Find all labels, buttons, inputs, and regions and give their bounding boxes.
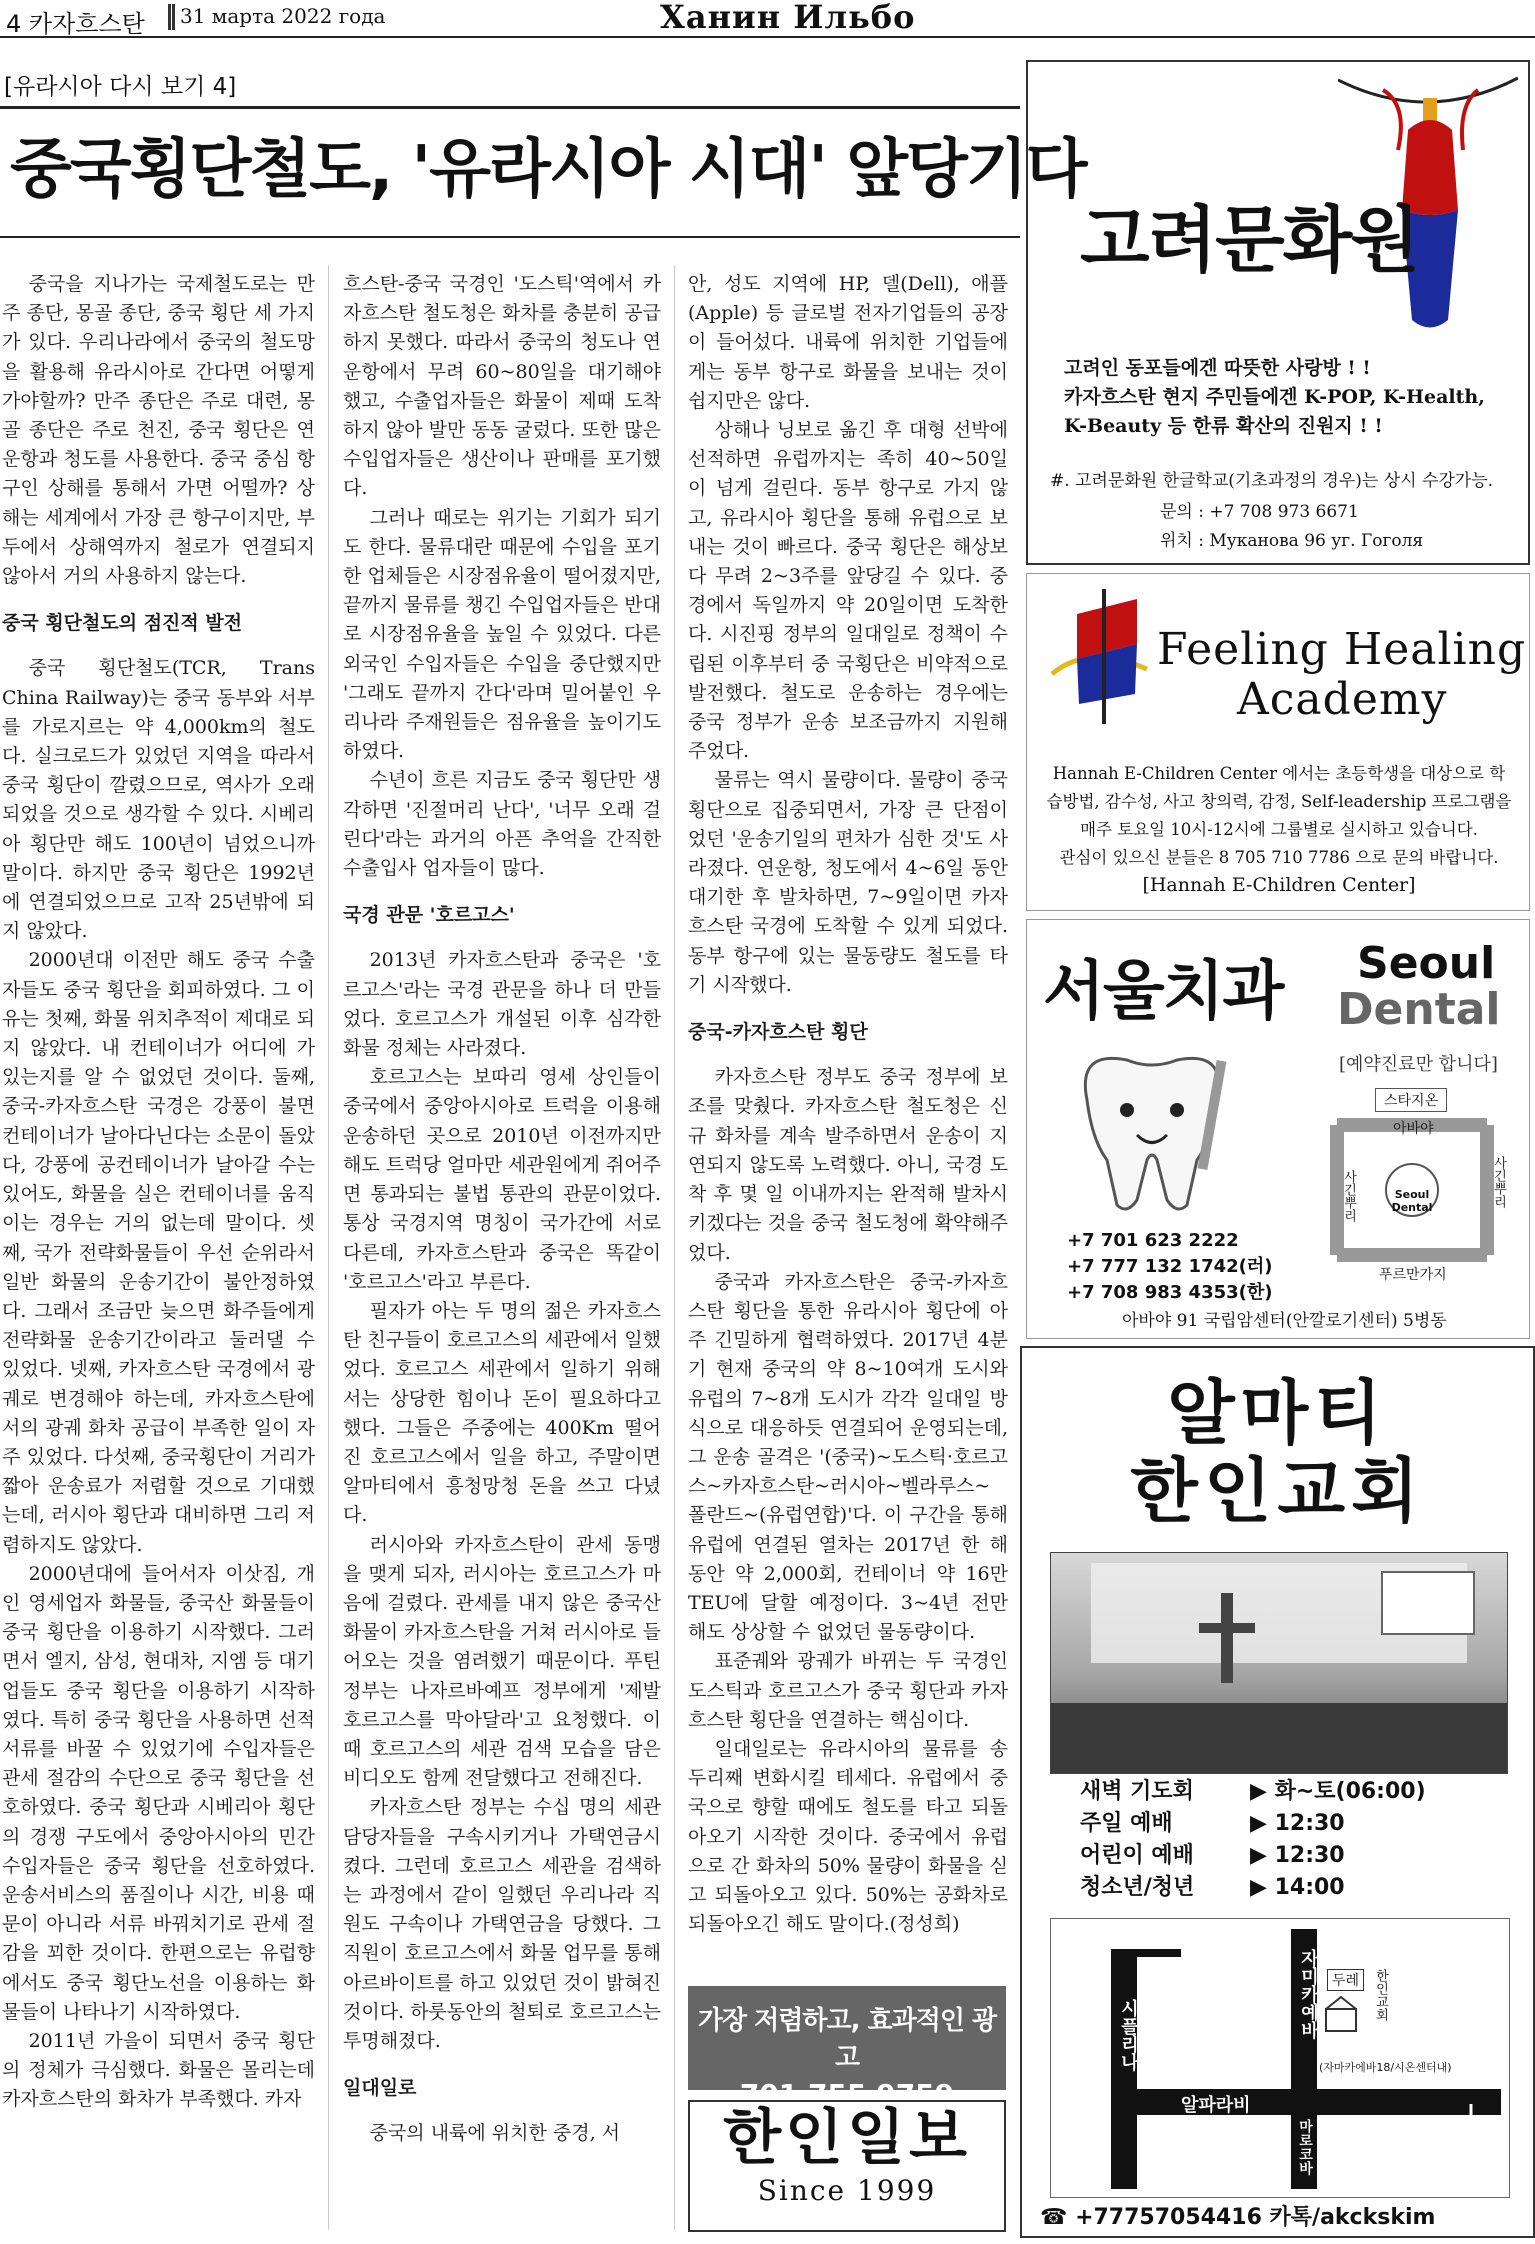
column-divider [328,265,329,2230]
map-label-top: 스타지온 [1375,1088,1447,1112]
subheading: 중국 횡단철도의 점진적 발전 [2,612,243,635]
newspaper-logo-ad [688,2100,1006,2232]
paragraph: 물류는 역시 물량이다. 물량이 중국횡단으로 집중되면서, 가장 큰 단점이었던 '운송기일의 편차가 심한 것'도 사라졌다. 연운항, 청도에서 4~6일 동안 대기한 후 발차하면, 7~9일이면 카자흐스탄 국경에 도착할 수 있게 되었다. 동부 항구에 있는 물동량도 철도를 타기 시작했다. [688,769,1008,996]
page-number-section [6,4,145,39]
paragraph: 2000년대 이전만 해도 중국 수출자들도 중국 횡단을 회피하였다. 그 이유는 첫째, 화물 위치추적이 제대로 되지 않았다. 내 컨테이너가 어디에 가 있는지를 알 수 없었던 것이다. 둘째, 중국-카자흐스탄 국경은 강풍이 불면 컨테이너가 날아다닌다는 소문이 돌았다, 강풍에 공컨테이너가 날아갈 수는 있어도, 화물을 실은 컨테이너를 움직이는 경우는 거의 없는데 말이다. 셋째, 국가 전략화물들이 우선 순위라서 일반 화물의 운송기간이 불안정하였다. 그래서 조금만 늦으면 화주들에게 전략화물 운송기간이라고 둘러댈 수 있었다. 넷째, 카자흐스탄 국경에서 광궤로 변경해야 하는데, 카자흐스탄에서의 광궤 화차 공급이 부족한 일이 자주 있었다. 다섯째, 중국횡단이 거리가 짧아 운송료가 저렴할 것으로 기대했는데, 러시아 횡단과 대비하면 그리 저렴하지도 않았다. [2,949,315,1556]
map-street-bottom-2: 마로코바 [1297,2119,1313,2175]
academy-description [1039,760,1519,872]
church-location-map [1050,1918,1510,2198]
academy-desc-4: 관심이 있으신 분들은 8 705 710 7786 으로 문의 바랍니다. [1059,848,1499,867]
paragraph: 카자흐스탄 정부는 수십 명의 세관담당자들을 구속시키거나 가택연금시켰다. 그런데 호르고스 세관을 검색하는 과정에서 같이 일했던 우리나라 직원도 구속이나 가택연금을 당했다. 그 직원이 호르고스에서 화물 업무를 통해 아르바이트를 하고 있었던 것이 밝혀진 것이다. 하룻동안의 철퇴로 호르고스는 투명해졌다. [343,1796,661,2052]
healing-academy-ad [1026,573,1530,911]
paragraph: 상해나 닝보로 옮긴 후 대형 선박에 선적하면 유럽까지는 족히 40~50일이 넘게 걸린다. 동부 항구로 가지 않고, 유라시아 횡단을 통해 유럽으로 보내는 것이 빠르다. 중국 횡단은 해상보다 무려 2~3주를 앞당길 수 있다. 중경에서 독일까지 약 20일이면 도착한다. 시진핑 정부의 일대일로 정책이 수립된 이후부터 중 국횡단은 비약적으로 발전했다. 철도로 운송하는 경우에는 중국 정부가 운송 보조금까지 지원해 주었다. [688,419,1008,763]
map-label-bottom: 푸르만가지 [1379,1267,1447,1283]
service-name: 새벽 기도회 [1080,1779,1194,1804]
newspaper-name: Ханин Ильбо [660,0,916,36]
map-center: (자마카에바18/시온센터내) [1319,2061,1452,2074]
promo-phone: 701 755 9759 [739,2078,955,2111]
service-time: ▶ 14:00 [1250,1875,1345,1900]
tooth-mascot-icon [1067,1040,1237,1220]
map-label-road: 아바야 [1393,1121,1434,1137]
headline-rule [0,236,1020,238]
koryo-culture-ad [1026,60,1530,565]
service-name: 청소년/청년 [1080,1875,1195,1900]
paragraph: 표준궤와 광궤가 바뀌는 두 국경인 도스틱과 호르고스가 중국 횡단과 카자흐스탄 횡단을 연결하는 핵심이다. [688,1650,1008,1731]
map-logo-1: Seoul [1394,1188,1430,1201]
church-title [1022,1374,1533,1530]
paragraph: 2000년대에 들어서자 이삿짐, 개인 영세업자 화물들, 중국산 화물들이 중국 횡단을 이용하기 시작했다. 그러면서 엘지, 삼성, 현대차, 지엠 등 대기업들도 중국 횡단을 이용하기 시작하였다. 특히 중국 횡단을 사용하면 선적서류를 바꿀 수 있었기에 수입자들은 관세 절감의 수단으로 중국 횡단을 선호하였다. 중국 횡단과 시베리아 횡단의 경쟁 구도에서 중앙아시아의 민간 수입자들은 중국 횡단을 선호하였다. 운송서비스의 품질이나 시간, 비용 때문이 아니라 서류 바꿔치기로 관세 절감을 꾀한 것이다. 한편으로는 유럽향에서도 중국 횡단노선을 이용하는 화물들이 나타나기 시작하였다. [2,1562,315,2023]
worship-schedule [1080,1776,1426,1904]
seoul-dental-ad [1026,919,1530,1339]
article-column-3 [688,270,1008,1960]
article-column-2 [343,270,661,2149]
paragraph: 중국을 지나가는 국제철도로는 만주 종단, 몽골 종단, 중국 횡단 세 가지가 있다. 우리나라에서 중국의 철도망을 활용해 유라시아로 간다면 어떻게 가야할까? 만주 종단은 주로 대련, 몽골 종단은 주로 천진, 중국 횡단은 연운항과 청도를 사용한다. 중국 중심 항구인 상해를 통해서 가면 어떨까? 상해는 세계에서 가장 큰 항구이지만, 부두에서 상해역까지 철로가 연결되지 않아서 거의 사용하지 않는다. [2,273,315,588]
service-name: 주일 예배 [1080,1811,1173,1836]
page-header [0,0,1535,38]
academy-desc-1: Hannah E-Children Center 에서는 초등학생을 대상으로 학 [1052,764,1506,783]
schedule-row [1080,1776,1426,1808]
service-name: 어린이 예배 [1080,1843,1194,1868]
paragraph: 카자흐스탄 정부도 중국 정부에 보조를 맞췄다. 카자흐스탄 철도청은 신규 화차를 계속 발주하면서 운송이 지연되지 않도록 노력했다. 아니, 국경 도착 후 몇 일 이내까지는 완적해 발차시키겠다는 것을 중국 철도청에 확약해주었다. [688,1066,1008,1264]
dental-phone-3: +7 708 983 4353(한) [1067,1282,1273,1303]
promo-line-1: 가장 저렴하고, 효과적인 광고 [697,2006,997,2073]
map-label-left: 사긴뿌리 [1341,1170,1356,1222]
map-street-bottom: 알파라비 [1181,2095,1251,2116]
schedule-row [1080,1840,1426,1872]
dental-phone-2: +7 777 132 1742(러) [1067,1256,1273,1277]
dental-title-en-2: Dental [1337,984,1501,1035]
church-title-2: 한인교회 [1130,1450,1425,1532]
page-number: 4 [6,10,22,38]
article-headline: 중국횡단철도, '유라시아 시대' 앞당기다 [10,133,1086,207]
map-street-left: 시플리나 [1118,1999,1139,2071]
koryo-phone: 문의 : +7 708 973 6671 [1160,502,1359,522]
academy-desc-3: 매주 토요일 10시-12시에 그룹별로 실시하고 있습니다. [1080,820,1478,839]
subheading: 일대일로 [343,2077,417,2100]
article-column-1 [2,270,315,2115]
koryo-line-3: K-Beauty 등 한류 확산의 진원지 ! ! [1064,415,1383,437]
dental-reservation: [예약진료만 합니다] [1339,1054,1498,1075]
paragraph: 수년이 흐른 지금도 중국 횡단만 생각하면 '진절머리 난다', '너무 오래 걸린다'라는 과거의 아픈 추억을 간직한 수출입사 업자들이 많다. [343,769,661,880]
paragraph: 중국의 내륙에 위치한 중경, 서 [369,2122,621,2145]
paragraph: 러시아와 카자흐스탄이 관세 동맹을 맺게 되자, 러시아는 호르고스가 마음에 걸렸다. 관세를 내지 않은 중국산 화물이 카자흐스탄을 거쳐 러시아로 들어오는 것을 염려했기 때문이다. 푸틴 정부는 나자르바예프 정부에게 '제발 호르고스를 막아달라'고 요청했다. 이때 호르고스의 세관 검색 모습을 담은 비디오도 함께 전달했다고 전해진다. [343,1533,661,1790]
church-title-1: 알마티 [1167,1372,1388,1454]
dental-address: 아바야 91 국립암센터(안깔로기센터) 5병동 [1122,1311,1447,1331]
paragraph: 필자가 아는 두 명의 젊은 카자흐스탄 친구들이 호르고스의 세관에서 일했었다. 호르고스 세관에서 일하기 위해서는 상당한 힘이나 돈이 필요하다고 했다. 그들은 주중에는 400Km 떨어진 호르고스에서 일을 하고, 주말이면 알마티에서 흥청망청 돈을 쓰고 다녔다. [343,1299,661,1527]
map-logo-2: Dental [1391,1201,1433,1214]
koryo-note: #. 고려문화원 한글학교(기초과정의 경우)는 상시 수강가능. [1050,471,1494,491]
dental-title-en-1: Seoul [1357,938,1496,989]
koryo-address: 위치 : Муканова 96 уг. Гоголя [1160,531,1424,551]
logo-since: Since 1999 [757,2174,937,2207]
logo-name: 한인일보 [723,2103,971,2173]
map-dental-logo [1387,1188,1437,1214]
paragraph: 일대일로는 유라시아의 물류를 송두리째 변화시킬 테세다. 유럽에서 중국으로 향할 때에도 철도를 타고 되돌아오기 시작한 것이다. 중국에서 유럽으로 간 화차의 50% 물량이 화물을 싣고 되돌아오고 있다. 50%는 공화차로 되돌아오긴 해도 말이다.(정성희) [688,1737,1008,1936]
paragraph: 2013년 카자흐스탄과 중국은 '호르고스'라는 국경 관문을 하나 더 만들었다. 호르고스가 개설된 이후 심각한 화물 정체는 사라졌다. [343,949,661,1060]
subheading: 중국-카자흐스탄 횡단 [688,1021,868,1044]
header-divider [168,4,175,30]
map-dure: 두레 [1327,1969,1364,1991]
church-interior-photo [1050,1552,1508,1774]
paragraph: 중국과 카자흐스탄은 중국-카자흐스탄 횡단을 통한 유라시아 횡단에 아주 긴밀하게 협력하였다. 2017년 4분기 현재 중국의 약 8~10여개 도시와 유럽의 7~8개 도시가 각각 일대일 방식으로 대응하듯 연결되어 운영되는데, 그 운송 골격은 '(중국)~도스틱·호르고스~카자흐스탄~러시아~벨라루스~폴란드~(유럽연합)'다. 이 구간을 통해 유럽에 연결된 열차는 2017년 한 해 동안 약 2,000회, 컨테이너 약 16만 TEU에 달할 예정이다. 3~4년 전만 해도 상상할 수 없었던 물동량이다. [688,1270,1008,1644]
map-street-mid: 자미카예바 [1298,1949,1319,2039]
service-time: ▶ 12:30 [1250,1843,1345,1868]
series-rule [0,106,1020,109]
church-ad [1020,1346,1535,2238]
column-divider [674,265,675,2230]
series-label: [유라시아 다시 보기 4] [4,74,237,100]
paragraph: 호르고스는 보따리 영세 상인들이 중국에서 중앙아시아로 트럭을 이용해 운송하던 곳으로 2010년 이전까지만 해도 트럭당 얼마만 세관원에게 쥐어주면 통과되는 불법 통관의 관문이었다. 통상 국경지역 명칭이 국가간에 서로 다른데, 카자흐스탄과 중국은 똑같이 '호르고스'라고 부른다. [343,1066,661,1293]
paragraph: 그러나 때로는 위기는 기회가 되기도 한다. 물류대란 때문에 수입을 포기한 업체들은 시장점유율이 떨어졌지만, 끝까지 물류를 챙긴 수입업자들은 반대로 시장점유율을 높일 수 있었다. 다른 외국인 수입자들은 수입을 중단했지만 '그래도 끝까지 간다'라며 밀어붙인 우리나라 주재원들은 점유율을 높이기도 하였다. [343,506,661,763]
schedule-row [1080,1808,1426,1840]
section-name: 카자흐스탄 [28,10,145,38]
academy-logo-icon [1047,584,1157,729]
promo-ad [688,1986,1006,2111]
subheading: 국경 관문 '호르고스' [343,904,515,927]
koryo-line-2: 카자흐스탄 현지 주민들에겐 K-POP, K-Health, [1064,386,1485,408]
service-time: ▶ 12:30 [1250,1811,1345,1836]
map-church-label: 한인교회 [1373,1969,1388,2021]
church-contact: ☎ +77757054416 카톡/akckskim [1040,2205,1436,2230]
koryo-slogans [1064,354,1485,441]
paragraph: 2011년 가을이 되면서 중국 횡단의 정체가 극심했다. 화물은 몰리는데 카자흐스탄의 화차가 부족했다. 카자 [2,2029,315,2111]
dental-phone-1: +7 701 623 2222 [1067,1230,1239,1251]
koryo-title: 고려문화원 [1080,198,1418,282]
paragraph: 안, 성도 지역에 HP, 델(Dell), 애플(Apple) 등 글로벌 전자기업들의 공장이 들어섰다. 내륙에 위치한 기업들에게는 동부 항구로 화물을 보내는 것이 쉽지만은 않다. [688,273,1008,412]
academy-title-1: Feeling Healing [1157,624,1527,675]
dental-phones [1067,1228,1273,1306]
academy-title-2: Academy [1237,674,1448,725]
paragraph: 흐스탄-중국 국경인 '도스틱'역에서 카자흐스탄 철도청은 화차를 충분히 공급하지 못했다. 따라서 중국의 청도나 연운항에서 무려 60~80일을 대기해야 했고, 수출업자들은 화물이 제때 도착하지 않아 발만 동동 굴렀다. 또한 많은 수입업자들은 생산이나 판매를 포기했다. [343,273,661,500]
schedule-row [1080,1872,1426,1904]
service-time: ▶ 화~토(06:00) [1250,1779,1426,1804]
koryo-line-1: 고려인 동포들에겐 따뜻한 사랑방 ! ! [1064,357,1371,379]
academy-desc-2: 습방법, 감수성, 사고 창의력, 감정, Self-leadership 프로그램을 [1046,792,1512,811]
dental-title-ko: 서울치과 [1043,955,1283,1029]
issue-date: 31 марта 2022 года [180,4,386,28]
academy-footer: [Hannah E-Children Center] [1142,874,1416,896]
paragraph: 중국 횡단철도(TCR, Trans China Railway)는 중국 동부와 서부를 가로지르는 약 4,000km의 철도다. 실크로드가 있었던 지역을 따라서 중국 횡단이 깔렸으므로, 역사가 오래되었을 것으로 생각할 수 있다. 시베리아 횡단만 해도 100년이 넘었으니까 말이다. 하지만 중국 횡단은 1992년에 연결되었으므로 고작 25년밖에 되지 않았다. [2,657,315,943]
map-label-right: 사긴뿌리 [1491,1156,1506,1208]
